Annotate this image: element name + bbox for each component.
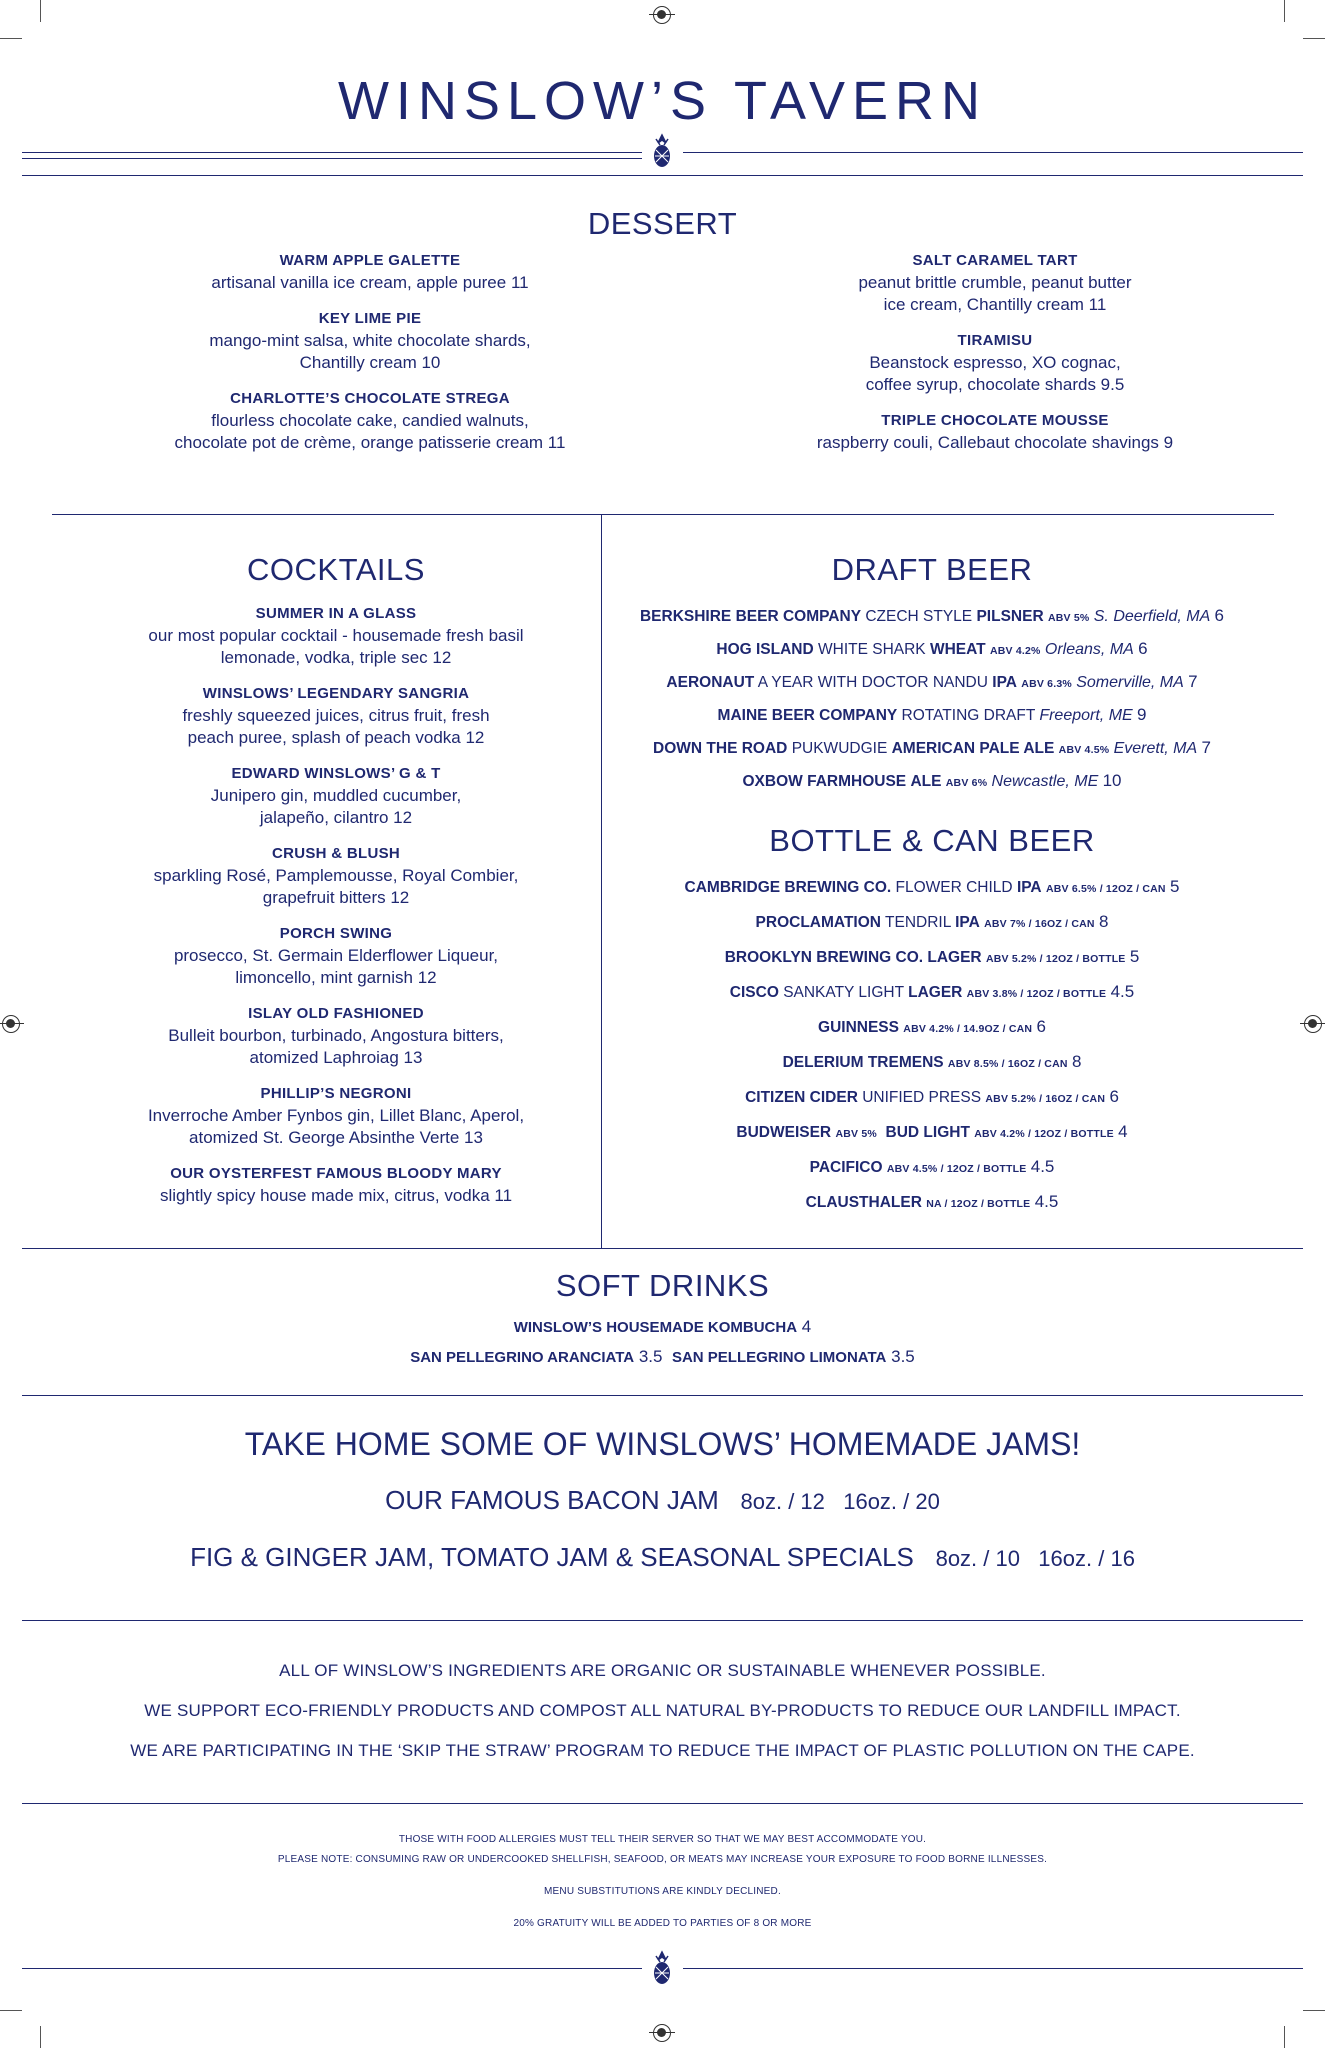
consumption-warning: PLEASE NOTE: CONSUMING RAW OR UNDERCOOKED SHELLFISH, SEAFOOD, OR MEATS MAY INCREASE YOUR EXPOSURE TO FOOD BORNE ILLNESSES. bbox=[277, 1854, 1048, 1865]
allergy-note: THOSE WITH FOOD ALLERGIES MUST TELL THEIR SERVER SO THAT WE MAY BEST ACCOMMODATE YOU. bbox=[398, 1834, 927, 1845]
draft-beer-row bbox=[596, 638, 1268, 662]
cocktail-item bbox=[96, 763, 576, 829]
beer-abv: NA / 12OZ / BOTTLE bbox=[926, 1198, 1031, 1210]
dessert-item-desc: raspberry couli, Callebaut chocolate shavings 9 bbox=[816, 433, 1174, 452]
cocktail-name: ISLAY OLD FASHIONED bbox=[248, 1005, 424, 1022]
cocktail-desc: atomized Laphroiag 13 bbox=[249, 1048, 423, 1067]
beer-brand: OXBOW bbox=[742, 773, 803, 790]
beer-brand: AERONAUT bbox=[666, 674, 755, 691]
cocktail-desc: our most popular cocktail - housemade fresh basil bbox=[148, 626, 524, 645]
sustainability-note: ALL OF WINSLOW’S INGREDIENTS ARE ORGANIC OR SUSTAINABLE WHENEVER POSSIBLE. bbox=[279, 1661, 1046, 1680]
beer-price: 4 bbox=[1118, 1122, 1128, 1141]
dessert-item bbox=[735, 250, 1255, 316]
beer-brand: HOG ISLAND bbox=[716, 641, 814, 658]
section-divider bbox=[52, 514, 1274, 515]
beer-brand: CAMBRIDGE BREWING CO. bbox=[684, 879, 892, 896]
beer-price: 7 bbox=[1188, 672, 1198, 691]
crop-mark bbox=[40, 0, 41, 22]
beer-name: FLOWER CHILD bbox=[895, 879, 1013, 896]
beer-abv: ABV 5.2% / 16OZ / CAN bbox=[985, 1093, 1106, 1105]
beer-style: IPA bbox=[992, 674, 1017, 691]
beer-abv: ABV 5% bbox=[835, 1128, 877, 1140]
bottle-beer-heading: BOTTLE & CAN BEER bbox=[769, 823, 1095, 858]
beer-location: Newcastle, ME bbox=[991, 773, 1099, 790]
dessert-item-name: WARM APPLE GALETTE bbox=[279, 252, 461, 269]
footer-rule bbox=[683, 1968, 1303, 1969]
cocktail-desc: limoncello, mint garnish 12 bbox=[235, 968, 437, 987]
draft-beer-heading: DRAFT BEER bbox=[831, 552, 1033, 587]
beer-name: WHITE SHARK bbox=[818, 641, 926, 658]
dessert-item-name: TIRAMISU bbox=[957, 332, 1033, 349]
beer-brand: DELERIUM TREMENS bbox=[782, 1054, 944, 1071]
jam-name: OUR FAMOUS BACON JAM bbox=[385, 1485, 719, 1515]
dessert-item-desc: ice cream, Chantilly cream 11 bbox=[883, 295, 1107, 314]
dessert-item-desc: coffee syrup, chocolate shards 9.5 bbox=[865, 375, 1125, 394]
bottle-beer-row bbox=[596, 1191, 1268, 1215]
registration-mark-icon bbox=[653, 6, 671, 24]
bottle-beer-row bbox=[596, 946, 1268, 970]
section-divider bbox=[22, 1248, 1303, 1249]
beer-abv: ABV 5.2% / 12OZ / BOTTLE bbox=[985, 953, 1126, 965]
draft-beer-row bbox=[596, 770, 1268, 794]
beer-brand: CISCO bbox=[729, 984, 779, 1001]
beer-location: Orleans, MA bbox=[1044, 641, 1134, 658]
soft-drink-price: 3.5 bbox=[891, 1347, 915, 1366]
header-rule bbox=[22, 175, 1303, 176]
beer-abv: ABV 5% bbox=[1047, 612, 1090, 624]
section-divider bbox=[22, 1395, 1303, 1396]
beer-abv: ABV 3.8% / 12OZ / BOTTLE bbox=[966, 988, 1107, 1000]
page-title: WINSLOW’S TAVERN bbox=[337, 71, 988, 131]
cocktail-item bbox=[96, 1003, 576, 1069]
bottle-beer-row bbox=[596, 1156, 1268, 1180]
dessert-item-desc: artisanal vanilla ice cream, apple puree 11 bbox=[211, 273, 529, 292]
beer-name: ROTATING DRAFT bbox=[901, 707, 1036, 724]
dessert-item-desc: flourless chocolate cake, candied walnuts, bbox=[211, 411, 529, 430]
crop-mark bbox=[1284, 0, 1285, 22]
beer-price: 8 bbox=[1098, 912, 1109, 931]
beer-style: LAGER bbox=[927, 949, 982, 966]
crop-mark bbox=[1303, 2010, 1325, 2011]
beer-price: 10 bbox=[1102, 771, 1122, 790]
draft-beer-row bbox=[596, 671, 1268, 695]
beer-abv: ABV 4.2% / 14.9OZ / CAN bbox=[903, 1023, 1033, 1035]
cocktail-desc: jalapeño, cilantro 12 bbox=[259, 808, 413, 827]
beer-price: 5 bbox=[1129, 947, 1140, 966]
jam-name: FIG & GINGER JAM, TOMATO JAM & SEASONAL SPECIALS bbox=[190, 1542, 914, 1572]
beer-brand: CLAUSTHALER bbox=[805, 1194, 922, 1211]
crop-mark bbox=[0, 38, 22, 39]
bottle-beer-row bbox=[596, 981, 1268, 1005]
beer-name: PUKWUDGIE bbox=[791, 740, 888, 757]
jam-sizes: 8oz. / 10 16oz. / 16 bbox=[935, 1546, 1135, 1571]
beer-price: 6 bbox=[1214, 606, 1225, 625]
cocktail-name: OUR OYSTERFEST FAMOUS BLOODY MARY bbox=[170, 1165, 502, 1182]
beer-price: 4.5 bbox=[1110, 982, 1135, 1001]
cocktail-desc: Bulleit bourbon, turbinado, Angostura bitters, bbox=[168, 1026, 504, 1045]
soft-drink-name: SAN PELLEGRINO LIMONATA bbox=[671, 1349, 887, 1366]
cocktail-desc: Inverroche Amber Fynbos gin, Lillet Blanc, Aperol, bbox=[147, 1106, 525, 1125]
registration-mark-icon bbox=[1304, 1015, 1322, 1033]
header-rule bbox=[683, 152, 1303, 153]
draft-beer-row bbox=[596, 605, 1268, 629]
cocktail-desc: atomized St. George Absinthe Verte 13 bbox=[189, 1128, 483, 1147]
beer-name: SANKATY LIGHT bbox=[783, 984, 904, 1001]
dessert-item bbox=[735, 410, 1255, 454]
beer-style: PILSNER bbox=[976, 608, 1044, 625]
dessert-item-desc: peanut brittle crumble, peanut butter bbox=[858, 273, 1132, 292]
cocktail-item bbox=[96, 603, 576, 669]
soft-drink-price: 4 bbox=[801, 1317, 812, 1336]
beer-price: 4.5 bbox=[1034, 1192, 1059, 1211]
soft-drink-price: 3.5 bbox=[638, 1347, 663, 1366]
footer-rule bbox=[22, 1968, 642, 1969]
beer-brand: BROOKLYN BREWING CO. bbox=[724, 949, 924, 966]
cocktail-name: WINSLOWS’ LEGENDARY SANGRIA bbox=[202, 685, 470, 702]
beer-abv: ABV 7% / 16OZ / CAN bbox=[984, 918, 1095, 930]
beer-abv: ABV 4.2% bbox=[989, 645, 1041, 657]
beer-abv: ABV 6.5% / 12OZ / CAN bbox=[1045, 883, 1166, 895]
dessert-item-desc: Chantilly cream 10 bbox=[299, 353, 441, 372]
registration-mark-icon bbox=[2, 1015, 20, 1033]
cocktail-name: PHILLIP’S NEGRONI bbox=[260, 1085, 412, 1102]
cocktail-desc: sparkling Rosé, Pamplemousse, Royal Combier, bbox=[153, 866, 519, 885]
crop-mark bbox=[40, 2026, 41, 2048]
beer-brand: GUINNESS bbox=[818, 1019, 899, 1036]
beer-price: 4.5 bbox=[1030, 1157, 1055, 1176]
beer-name: TENDRIL bbox=[885, 914, 951, 931]
beer-style: IPA bbox=[955, 914, 980, 931]
beer-style: ALE bbox=[910, 773, 942, 790]
cocktail-desc: prosecco, St. Germain Elderflower Liqueur, bbox=[173, 946, 499, 965]
substitution-note: MENU SUBSTITUTIONS ARE KINDLY DECLINED. bbox=[544, 1886, 781, 1897]
beer-location: S. Deerfield, MA bbox=[1093, 608, 1211, 625]
dessert-item-desc: Beanstock espresso, XO cognac, bbox=[869, 353, 1121, 372]
dessert-item-desc: chocolate pot de crème, orange patisserie cream 11 bbox=[174, 433, 566, 452]
cocktail-desc: lemonade, vodka, triple sec 12 bbox=[220, 648, 452, 667]
bottle-beer-row bbox=[596, 876, 1268, 900]
draft-beer-row bbox=[596, 737, 1268, 761]
cocktail-item bbox=[96, 1163, 576, 1207]
bottle-beer-row bbox=[596, 1086, 1268, 1110]
cocktail-desc: freshly squeezed juices, citrus fruit, fresh bbox=[182, 706, 490, 725]
cocktail-desc: slightly spicy house made mix, citrus, vodka 11 bbox=[159, 1186, 513, 1205]
beer-style: AMERICAN PALE ALE bbox=[891, 740, 1055, 757]
jam-row bbox=[0, 1542, 1325, 1573]
pineapple-icon bbox=[648, 133, 676, 169]
beer-name: FARMHOUSE bbox=[807, 773, 907, 790]
dessert-item-name: CHARLOTTE’S CHOCOLATE STREGA bbox=[230, 390, 510, 407]
jam-sizes: 8oz. / 12 16oz. / 20 bbox=[740, 1489, 940, 1514]
beer-price: 6 bbox=[1109, 1087, 1119, 1106]
sustainability-note: WE SUPPORT ECO-FRIENDLY PRODUCTS AND COMPOST ALL NATURAL BY-PRODUCTS TO REDUCE OUR LANDFILL IMPACT. bbox=[144, 1701, 1181, 1720]
beer-brand: MAINE BEER COMPANY bbox=[717, 707, 898, 724]
beer-style: IPA bbox=[1016, 879, 1042, 896]
beer-abv: ABV 4.2% / 12OZ / BOTTLE bbox=[974, 1128, 1114, 1140]
crop-mark bbox=[0, 2010, 22, 2011]
crop-mark bbox=[1303, 38, 1325, 39]
draft-beer-row bbox=[596, 704, 1268, 727]
crop-mark bbox=[1284, 2026, 1285, 2048]
beer-price: 8 bbox=[1071, 1052, 1082, 1071]
soft-drinks-heading: SOFT DRINKS bbox=[555, 1268, 770, 1303]
beer-name: A YEAR WITH DOCTOR NANDU bbox=[757, 674, 988, 691]
jams-heading: TAKE HOME SOME OF WINSLOWS’ HOMEMADE JAMS! bbox=[244, 1426, 1081, 1462]
beer-price: 7 bbox=[1201, 738, 1211, 757]
beer-location: Everett, MA bbox=[1113, 740, 1198, 757]
dessert-heading: DESSERT bbox=[587, 206, 738, 241]
beer-brand: CITIZEN CIDER bbox=[745, 1089, 858, 1106]
beer-style: LAGER bbox=[908, 984, 963, 1001]
cocktail-item bbox=[96, 923, 576, 989]
beer-abv: ABV 6.3% bbox=[1021, 678, 1072, 690]
beer-brand: PROCLAMATION bbox=[755, 914, 881, 931]
dessert-item-desc: mango-mint salsa, white chocolate shards, bbox=[209, 331, 531, 350]
beer-location: Somerville, MA bbox=[1076, 674, 1184, 691]
cocktail-item bbox=[96, 1083, 576, 1149]
registration-mark-icon bbox=[653, 2024, 671, 2042]
cocktail-name: CRUSH & BLUSH bbox=[271, 845, 401, 862]
bottle-beer-row bbox=[596, 911, 1268, 935]
beer-abv: ABV 4.5% bbox=[1058, 744, 1110, 756]
pineapple-icon bbox=[648, 1950, 676, 1986]
beer-name: CZECH STYLE bbox=[865, 608, 973, 625]
soft-drink-name: SAN PELLEGRINO ARANCIATA bbox=[410, 1349, 635, 1366]
cocktail-item bbox=[96, 843, 576, 909]
dessert-item-name: SALT CARAMEL TART bbox=[912, 252, 1078, 269]
section-divider bbox=[22, 1803, 1303, 1804]
beer-style: WHEAT bbox=[929, 641, 986, 658]
cocktails-heading: COCKTAILS bbox=[247, 552, 425, 587]
section-divider bbox=[22, 1620, 1303, 1621]
cocktail-name: EDWARD WINSLOWS’ G & T bbox=[231, 765, 441, 782]
soft-drink-name: WINSLOW’S HOUSEMADE KOMBUCHA bbox=[513, 1319, 798, 1336]
sustainability-note: WE ARE PARTICIPATING IN THE ‘SKIP THE STRAW’ PROGRAM TO REDUCE THE IMPACT OF PLASTIC POLLUTION ON THE CAPE. bbox=[130, 1741, 1195, 1760]
beer-price: 5 bbox=[1170, 877, 1180, 896]
beer-abv: ABV 8.5% / 16OZ / CAN bbox=[947, 1058, 1068, 1070]
bottle-beer-row bbox=[596, 1016, 1268, 1040]
beer-name: UNIFIED PRESS bbox=[862, 1089, 982, 1106]
dessert-item bbox=[130, 388, 610, 454]
header-rule bbox=[22, 158, 642, 159]
beer-brand: BUD LIGHT bbox=[885, 1124, 970, 1141]
cocktail-item bbox=[96, 683, 576, 749]
header-rule bbox=[22, 152, 642, 153]
beer-location: Freeport, ME bbox=[1039, 707, 1133, 724]
beer-brand: BERKSHIRE BEER COMPANY bbox=[639, 608, 862, 625]
soft-drink-row bbox=[0, 1317, 1325, 1337]
cocktail-desc: peach puree, splash of peach vodka 12 bbox=[187, 728, 485, 747]
soft-drink-row bbox=[0, 1347, 1325, 1367]
cocktail-desc: grapefruit bitters 12 bbox=[262, 888, 410, 907]
beer-price: 9 bbox=[1137, 705, 1147, 724]
dessert-item bbox=[130, 250, 610, 294]
dessert-item bbox=[130, 308, 610, 374]
beer-price: 6 bbox=[1138, 639, 1148, 658]
dessert-item-name: KEY LIME PIE bbox=[318, 310, 422, 327]
dessert-item-name: TRIPLE CHOCOLATE MOUSSE bbox=[881, 412, 1109, 429]
beer-brand: DOWN THE ROAD bbox=[653, 740, 788, 757]
beer-price: 6 bbox=[1036, 1017, 1046, 1036]
cocktail-desc: Junipero gin, muddled cucumber, bbox=[210, 786, 462, 805]
gratuity-note: 20% GRATUITY WILL BE ADDED TO PARTIES OF 8 OR MORE bbox=[513, 1918, 812, 1929]
dessert-item bbox=[735, 330, 1255, 396]
cocktail-name: SUMMER IN A GLASS bbox=[255, 605, 417, 622]
beer-abv: ABV 4.5% / 12OZ / BOTTLE bbox=[886, 1163, 1027, 1175]
bottle-beer-row bbox=[596, 1121, 1268, 1145]
jam-row bbox=[0, 1485, 1325, 1516]
bottle-beer-row bbox=[596, 1051, 1268, 1075]
cocktail-name: PORCH SWING bbox=[279, 925, 393, 942]
beer-brand: PACIFICO bbox=[809, 1159, 883, 1176]
beer-brand: BUDWEISER bbox=[736, 1124, 832, 1141]
beer-abv: ABV 6% bbox=[945, 777, 988, 789]
